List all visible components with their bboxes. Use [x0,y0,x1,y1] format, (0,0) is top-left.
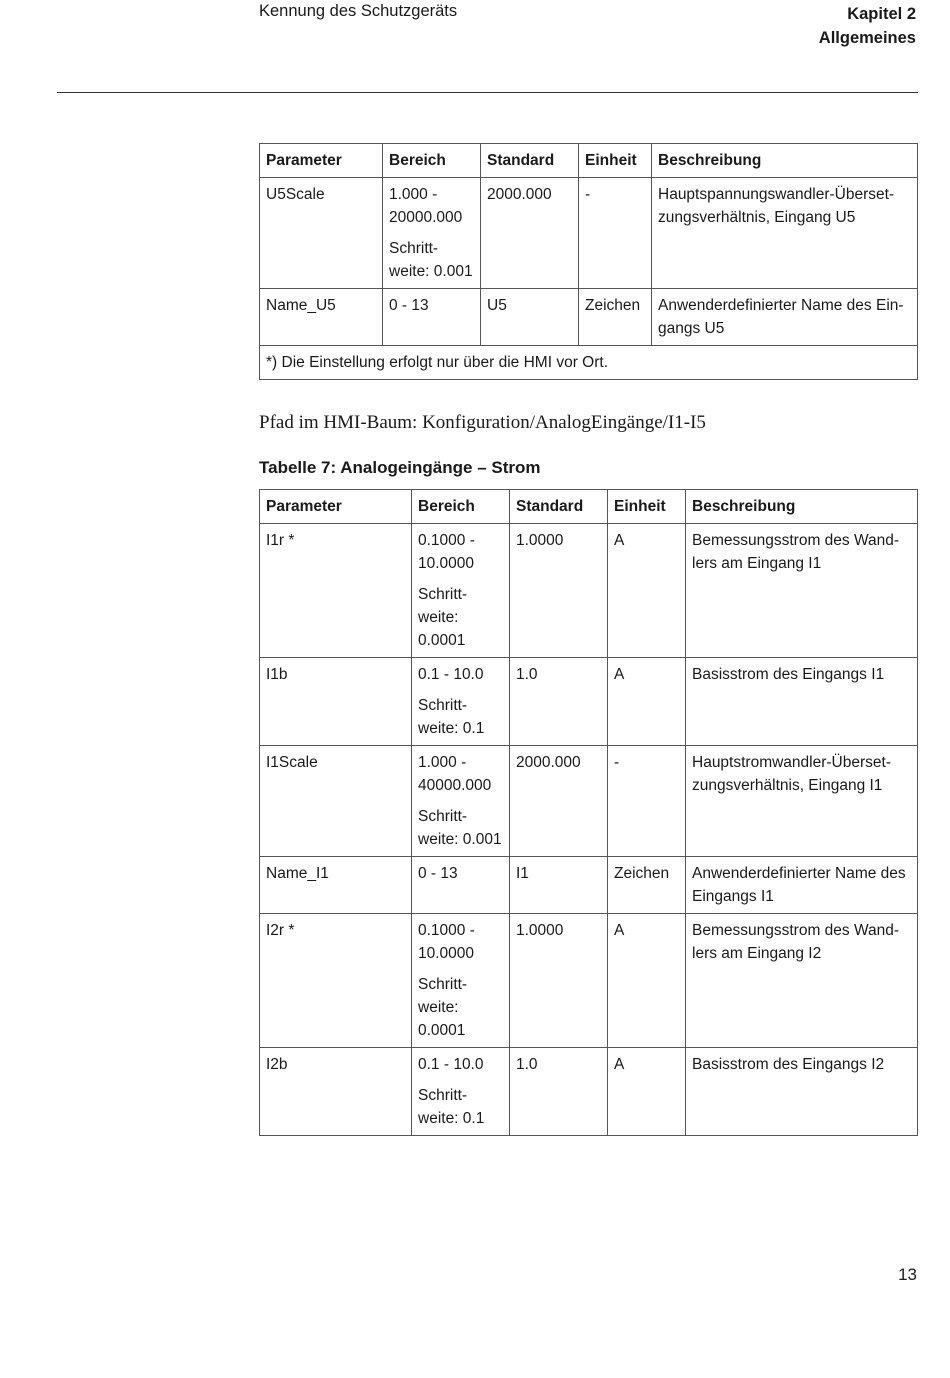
description-cell [652,178,918,289]
table-header-row [260,490,918,524]
running-header-title: Kennung des Schutzgeräts [259,2,458,20]
range-cell [383,178,481,289]
step-line: 0.0001 [418,1022,466,1039]
parameter-table-voltage [259,143,918,380]
unit-cell: A [608,914,686,1048]
description-line: Hauptstromwandler-Überset- [692,754,891,771]
standard-cell: 2000.000 [481,178,579,289]
table-row [260,857,918,914]
table-row [260,524,918,658]
description-cell [686,914,918,1048]
range-cell [412,857,510,914]
parameter-cell: Name_I1 [260,857,412,914]
range-cell [412,914,510,1048]
parameter-cell: I1b [260,658,412,746]
parameter-cell: I2b [260,1048,412,1136]
unit-cell: A [608,658,686,746]
range-line: 0.1 - 10.0 [418,1056,484,1073]
step-line: Schritt- [389,240,439,257]
range-line: 1.000 - [389,186,438,203]
column-header: Standard [510,490,608,524]
column-header: Beschreibung [652,144,918,178]
parameter-cell: I1Scale [260,746,412,857]
column-header: Bereich [412,490,510,524]
description-line: Eingangs I1 [692,888,774,905]
section-label: Allgemeines [818,29,916,47]
step-line: Schritt- [418,976,468,993]
range-line: 1.000 - [418,754,467,771]
range-line: 0 - 13 [418,865,458,882]
unit-cell: A [608,1048,686,1136]
range-cell [412,1048,510,1136]
step-line: weite: 0.1 [418,1110,485,1127]
footnote-row [260,346,918,380]
parameter-cell: U5Scale [260,178,383,289]
range-cell [383,289,481,346]
description-line: zungsverhältnis, Eingang I1 [692,777,883,794]
description-line: Basisstrom des Eingangs I2 [692,1056,885,1073]
column-header: Einheit [608,490,686,524]
description-cell [686,746,918,857]
description-line: zungsverhältnis, Eingang U5 [658,209,856,226]
unit-cell: Zeichen [608,857,686,914]
range-cell [412,658,510,746]
table-row [260,914,918,1048]
parameter-table-current [259,489,918,1136]
table-row [260,746,918,857]
standard-cell: U5 [481,289,579,346]
range-cell [412,746,510,857]
table-caption: Tabelle 7: Analogeingänge – Strom [259,458,541,477]
unit-cell: - [608,746,686,857]
range-line: 0.1000 - [418,532,475,549]
table-row [260,1048,918,1136]
description-line: Hauptspannungswandler-Überset- [658,186,895,203]
description-cell [686,658,918,746]
range-line: 10.0000 [418,555,475,572]
step-line: weite: [418,609,459,626]
description-line: Anwenderdefinierter Name des Ein- [658,297,904,314]
step-line: Schritt- [418,586,468,603]
page-number: 13 [898,1265,917,1284]
parameter-cell: I1r * [260,524,412,658]
range-line: 0.1 - 10.0 [418,666,484,683]
table-row [260,289,918,346]
column-header: Beschreibung [686,490,918,524]
range-line: 0.1000 - [418,922,475,939]
description-cell [686,1048,918,1136]
hmi-path: Pfad im HMI-Baum: Konfiguration/AnalogEingänge/I1-I5 [259,412,706,433]
table-header-row [260,144,918,178]
description-line: Bemessungsstrom des Wand- [692,922,900,939]
standard-cell: 1.0 [510,658,608,746]
parameter-cell: Name_U5 [260,289,383,346]
description-cell [686,524,918,658]
step-line: weite: 0.001 [418,831,502,848]
step-line: weite: [418,999,459,1016]
header-divider [57,92,918,93]
description-line: Basisstrom des Eingangs I1 [692,666,885,683]
unit-cell: - [579,178,652,289]
standard-cell: 1.0 [510,1048,608,1136]
description-line: lers am Eingang I2 [692,945,822,962]
unit-cell: Zeichen [579,289,652,346]
description-line: Anwenderdefinierter Name des [692,865,906,882]
step-line: Schritt- [418,697,468,714]
standard-cell: I1 [510,857,608,914]
range-line: 40000.000 [418,777,492,794]
description-line: Bemessungsstrom des Wand- [692,532,900,549]
column-header: Parameter [260,490,412,524]
unit-cell: A [608,524,686,658]
table-row [260,658,918,746]
column-header: Bereich [383,144,481,178]
description-cell [652,289,918,346]
table-row [260,178,918,289]
range-line: 0 - 13 [389,297,429,314]
description-line: gangs U5 [658,320,725,337]
standard-cell: 2000.000 [510,746,608,857]
step-line: Schritt- [418,1087,468,1104]
step-line: weite: 0.001 [389,263,473,280]
table-footnote: *) Die Einstellung erfolgt nur über die HMI vor Ort. [260,346,918,380]
column-header: Standard [481,144,579,178]
description-cell [686,857,918,914]
parameter-cell: I2r * [260,914,412,1048]
running-header-chapter [819,2,916,50]
range-line: 10.0000 [418,945,475,962]
column-header: Parameter [260,144,383,178]
chapter-label: Kapitel 2 [847,5,916,23]
column-header: Einheit [579,144,652,178]
range-line: 20000.000 [389,209,463,226]
step-line: weite: 0.1 [418,720,485,737]
step-line: Schritt- [418,808,468,825]
standard-cell: 1.0000 [510,524,608,658]
description-line: lers am Eingang I1 [692,555,822,572]
step-line: 0.0001 [418,632,466,649]
standard-cell: 1.0000 [510,914,608,1048]
range-cell [412,524,510,658]
